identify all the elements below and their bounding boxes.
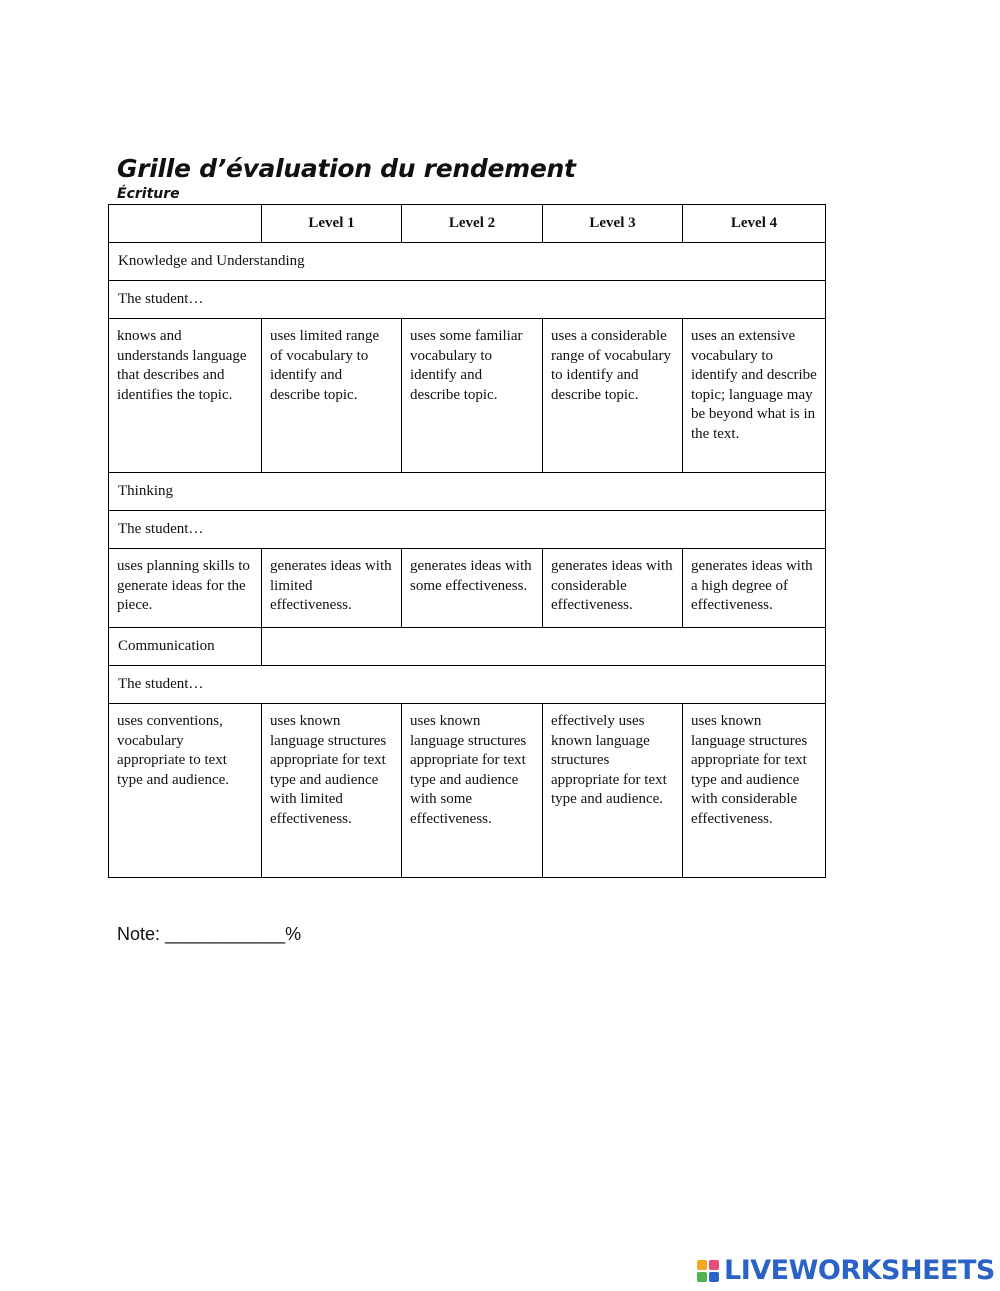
- descriptor-cell: effectively uses known language structures appropriate for text type and audience.: [543, 704, 683, 878]
- criterion-cell: knows and understands language that describes and identifies the topic.: [109, 319, 262, 473]
- table-row: [109, 549, 826, 628]
- section-prompt-row: [109, 281, 826, 319]
- grade-note: Note: ____________%: [117, 924, 302, 944]
- logo-square-icon: [709, 1272, 719, 1282]
- descriptor-cell: uses known language structures appropriate for text type and audience with considerable effectiveness.: [683, 704, 826, 878]
- descriptor-cell: uses known language structures appropriate for text type and audience with some effectiveness.: [402, 704, 543, 878]
- section-heading-row: [109, 628, 826, 666]
- evaluation-rubric-table: [108, 204, 826, 878]
- descriptor-cell: uses an extensive vocabulary to identify and describe topic; language may be beyond what is in the text.: [683, 319, 826, 473]
- descriptor-cell: uses some familiar vocabulary to identify and describe topic.: [402, 319, 543, 473]
- section-heading-communication: Communication: [109, 628, 262, 666]
- empty-cell: [262, 628, 826, 666]
- section-heading-row: [109, 473, 826, 511]
- header-level-4: Level 4: [683, 205, 826, 243]
- header-level-1: Level 1: [262, 205, 402, 243]
- logo-square-icon: [697, 1260, 707, 1270]
- section-heading-knowledge: Knowledge and Understanding: [109, 243, 826, 281]
- logo-square-icon: [697, 1272, 707, 1282]
- table-header-row: [109, 205, 826, 243]
- descriptor-cell: generates ideas with a high degree of effectiveness.: [683, 549, 826, 628]
- table-row: [109, 704, 826, 878]
- section-prompt: The student…: [109, 281, 826, 319]
- section-prompt-row: [109, 666, 826, 704]
- section-prompt: The student…: [109, 666, 826, 704]
- descriptor-cell: generates ideas with some effectiveness.: [402, 549, 543, 628]
- logo-square-icon: [709, 1260, 719, 1270]
- table-row: [109, 319, 826, 473]
- logo-icon: [697, 1260, 719, 1282]
- page-title: Grille d’évaluation du rendement: [117, 154, 576, 183]
- section-heading-thinking: Thinking: [109, 473, 826, 511]
- descriptor-cell: uses a considerable range of vocabulary to identify and describe topic.: [543, 319, 683, 473]
- header-empty-cell: [109, 205, 262, 243]
- descriptor-cell: uses limited range of vocabulary to identify and describe topic.: [262, 319, 402, 473]
- criterion-cell: uses conventions, vocabulary appropriate to text type and audience.: [109, 704, 262, 878]
- descriptor-cell: uses known language structures appropriate for text type and audience with limited effectiveness.: [262, 704, 402, 878]
- descriptor-cell: generates ideas with considerable effectiveness.: [543, 549, 683, 628]
- page-subtitle: Écriture: [117, 186, 180, 202]
- header-level-3: Level 3: [543, 205, 683, 243]
- brand-name: LIVEWORKSHEETS: [724, 1255, 995, 1286]
- section-prompt-row: [109, 511, 826, 549]
- liveworksheets-logo[interactable]: [697, 1255, 995, 1286]
- section-heading-row: [109, 243, 826, 281]
- section-prompt: The student…: [109, 511, 826, 549]
- descriptor-cell: generates ideas with limited effectiveness.: [262, 549, 402, 628]
- criterion-cell: uses planning skills to generate ideas for the piece.: [109, 549, 262, 628]
- header-level-2: Level 2: [402, 205, 543, 243]
